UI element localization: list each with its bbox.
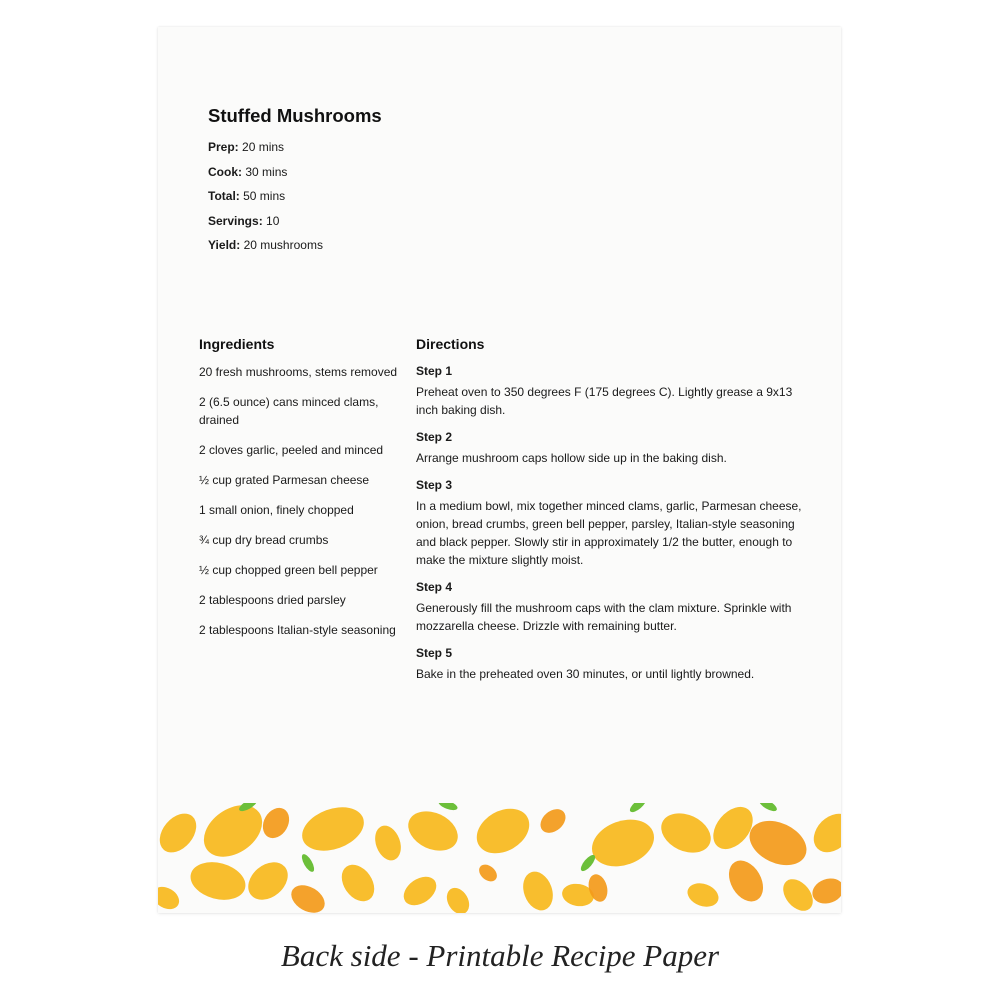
lemon-shape xyxy=(655,806,717,861)
lemon-shape xyxy=(371,822,406,864)
ingredient-item: 2 (6.5 ounce) cans minced clams, drained xyxy=(199,395,379,427)
ingredient-item: 2 tablespoons Italian-style seasoning xyxy=(199,623,396,637)
step xyxy=(416,429,816,467)
step-text: Preheat oven to 350 degrees F (175 degrees C). Lightly grease a 9x13 inch baking dish. xyxy=(416,385,793,417)
lemon-shape xyxy=(476,861,500,885)
meta-label: Cook: xyxy=(208,164,242,179)
lemon-shape xyxy=(536,804,570,837)
lemon-shape xyxy=(286,880,329,913)
lemon-shape xyxy=(296,803,370,859)
meta-label: Servings: xyxy=(208,213,263,228)
ingredient-item: 20 fresh mushrooms, stems removed xyxy=(199,365,398,379)
step-label: Step 4 xyxy=(416,580,453,594)
step xyxy=(416,477,816,569)
step xyxy=(416,363,816,419)
lemon-shape xyxy=(186,856,249,905)
meta-label: Yield: xyxy=(208,238,241,252)
lemon-shape xyxy=(402,804,464,859)
meta-total xyxy=(208,188,323,213)
ingredients-section xyxy=(199,336,399,651)
ingredient-item: ½ cup chopped green bell pepper xyxy=(199,563,378,577)
meta-yield xyxy=(208,237,323,262)
leaf-shape xyxy=(628,803,648,814)
meta-value: 30 mins xyxy=(245,164,288,179)
lemon-shape xyxy=(398,871,441,911)
step-text: Bake in the preheated oven 30 minutes, or until lightly browned. xyxy=(416,667,755,681)
lemon-shape xyxy=(158,882,183,913)
lemon-shape xyxy=(809,874,841,907)
recipe-title: Stuffed Mushrooms xyxy=(208,105,382,126)
meta-value: 20 mins xyxy=(242,140,285,154)
lemon-shape xyxy=(585,811,660,874)
ingredient-item: 1 small onion, finely chopped xyxy=(199,503,354,517)
lemon-pattern-border xyxy=(158,803,841,913)
meta-prep xyxy=(208,139,323,164)
lemon-shape xyxy=(742,812,813,874)
lemon-shape xyxy=(518,867,558,913)
meta-value: 10 xyxy=(266,213,280,228)
lemon-shape xyxy=(194,803,272,867)
meta-servings xyxy=(208,213,323,238)
meta-label: Prep: xyxy=(208,140,239,154)
meta-cook xyxy=(208,164,323,189)
recipe-sheet xyxy=(158,27,841,913)
lemon-shape xyxy=(722,854,770,907)
leaf-shape xyxy=(437,803,459,812)
recipe-meta-list xyxy=(208,139,323,262)
lemon-shape xyxy=(806,806,841,860)
step-label: Step 3 xyxy=(416,478,453,492)
step-text: In a medium bowl, mix together minced clams, garlic, Parmesan cheese, onion, bread crumbs, green bell pepper, parsley, Italian-style seasoning and black pepper. Slowly stir in approximately 1/2 the butter, enough to make the mixture slightly moist. xyxy=(416,499,802,567)
meta-value: 20 mushrooms xyxy=(243,238,323,252)
step-label: Step 1 xyxy=(416,364,453,378)
ingredient-item: 2 cloves garlic, peeled and minced xyxy=(199,443,384,457)
image-caption: Back side - Printable Recipe Paper xyxy=(280,938,720,973)
step xyxy=(416,579,816,635)
directions-section xyxy=(416,336,816,693)
lemon-shape xyxy=(241,855,295,908)
ingredient-item: ¾ cup dry bread crumbs xyxy=(199,533,329,547)
lemon-shape xyxy=(684,879,722,911)
meta-label: Total: xyxy=(208,189,240,203)
lemon-shape xyxy=(469,803,537,862)
leaf-shape xyxy=(757,803,778,813)
step-label: Step 2 xyxy=(416,430,453,444)
ingredients-list xyxy=(199,363,399,639)
directions-heading: Directions xyxy=(416,336,485,352)
ingredient-item: 2 tablespoons dried parsley xyxy=(199,593,346,607)
step xyxy=(416,645,816,683)
step-text: Generously fill the mushroom caps with the clam mixture. Sprinkle with mozzarella cheese. Drizzle with remaining butter. xyxy=(416,601,792,633)
lemon-shape xyxy=(258,803,295,843)
lemon-shape xyxy=(335,859,381,908)
ingredients-heading: Ingredients xyxy=(199,336,275,352)
lemon-shape xyxy=(442,884,473,913)
leaf-shape xyxy=(579,853,598,873)
ingredient-item: ½ cup grated Parmesan cheese xyxy=(199,473,370,487)
leaf-shape xyxy=(300,852,317,873)
lemon-shape xyxy=(158,807,204,860)
step-text: Arrange mushroom caps hollow side up in the baking dish. xyxy=(416,451,727,465)
step-label: Step 5 xyxy=(416,646,453,660)
meta-value: 50 mins xyxy=(243,189,286,203)
